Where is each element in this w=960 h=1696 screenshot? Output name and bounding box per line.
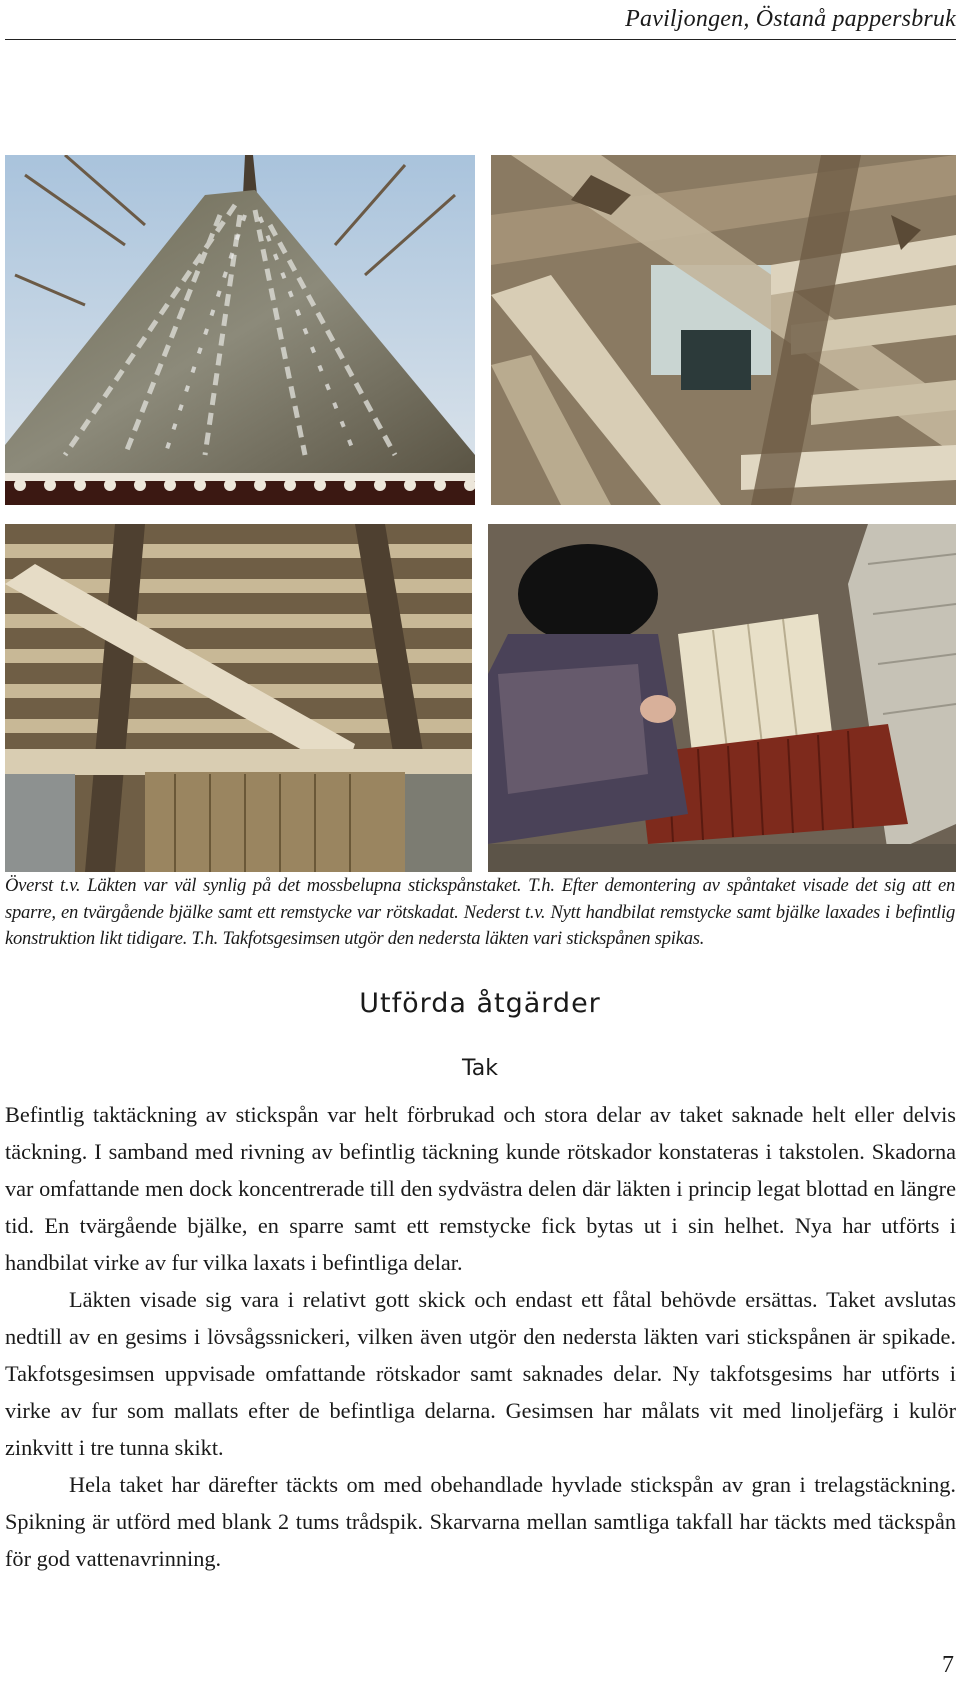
- photo-caption: Överst t.v. Läkten var väl synlig på det mossbelupna stickspånstaket. T.h. Efter demontering av spåntaket visade det sig att en sparre, en tvärgående bjälke samt ett remstycke var rötskadat. Nederst t.v. Nytt handbilat remstycke samt bjälke laxades i befintlig konstruktion likt tidigare. T.h. Takfotsgesimsen utgör den nedersta läkten vari stickspånen spikas.: [5, 875, 955, 949]
- worker-shingles-photo: [488, 524, 956, 872]
- paragraph: Läkten visade sig vara i relativt gott skick och endast ett fåtal behövde ersättas. Taket avslutas nedtill av en gesims i lövsågssnickeri, vilken även utgör den nedersta läkten vari stickspånen är spikade. Takfotsgesimsen uppvisade omfattande rötskador samt saknades delar. Ny takfotsgesims har utförts i virke av fur som mallats efter de befintliga delarna. Gesimsen har målats vit med linoljefärg i kulör zinkvitt i tre tunna skikt.: [5, 1287, 956, 1460]
- page-number: 7: [942, 1652, 954, 1678]
- running-head: Paviljongen, Östanå pappersbruk: [625, 6, 956, 32]
- exposed-rafters-photo: [491, 155, 956, 505]
- sub-heading: Tak: [461, 1056, 499, 1081]
- header-rule: [5, 39, 956, 40]
- paragraph: Hela taket har därefter täckts om med obehandlade hyvlade stickspån av gran i trelagstäckning. Spikning är utförd med blank 2 tums trådspik. Skarvarna mellan samtliga takfall har täckts med täckspån för god vattenavrinning.: [5, 1472, 956, 1571]
- section-heading: Utförda åtgärder: [359, 988, 601, 1019]
- paragraph: Befintlig taktäckning av stickspån var helt förbrukad och stora delar av taket saknade helt eller delvis täckning. I samband med rivning av befintlig täckning kunde rötskador konstateras i takstolen. Skadorna var omfattande men dock koncentrerade till den sydvästra delen där läkten i princip legat blottad en längre tid. En tvärgående bjälke, en sparre samt ett remstycke fick bytas ut i sin helhet. Nya har utförts i handbilat virke av fur vilka laxats i befintliga delar.: [5, 1102, 956, 1275]
- body-text: [5, 1096, 956, 1577]
- mossy-roof-photo: [5, 155, 475, 505]
- ceiling-beams-photo: [5, 524, 472, 872]
